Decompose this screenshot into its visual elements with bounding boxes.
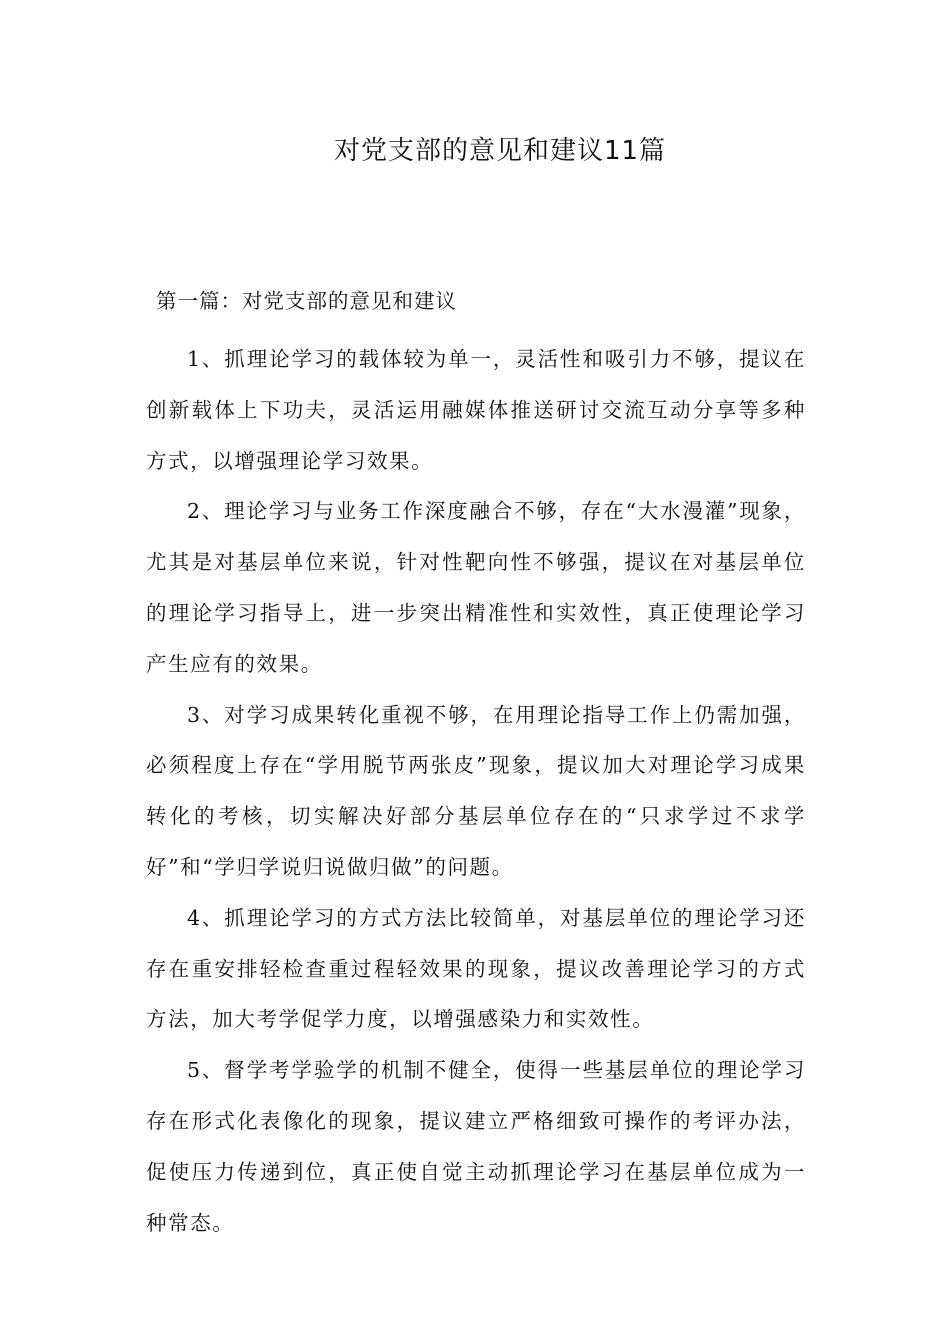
section-heading: 第一篇：对党支部的意见和建议 (156, 289, 457, 313)
document-title: 对党支部的意见和建议11篇 (333, 136, 667, 166)
paragraph-3: 3、对学习成果转化重视不够，在用理论指导工作上仍需加强，必须程度上存在“学用脱节两张皮”现象，提议加大对理论学习成果转化的考核，切实解决好部分基层单位存在的“只求学过不求学好”和“学归学说归说做归做”的问题。 (146, 702, 806, 879)
paragraph-5: 5、督学考学验学的机制不健全，使得一些基层单位的理论学习存在形式化表像化的现象，提议建立严格细致可操作的考评办法，促使压力传递到位，真正使自觉主动抓理论学习在基层单位成为一种常态。 (146, 1058, 806, 1235)
paragraph-2: 2、理论学习与业务工作深度融合不够，存在“大水漫灌”现象，尤其是对基层单位来说，针对性靶向性不够强，提议在对基层单位的理论学习指导上，进一步突出精准性和实效性，真正使理论学习产生应有的效果。 (146, 499, 806, 676)
paragraph-4: 4、抓理论学习的方式方法比较简单，对基层单位的理论学习还存在重安排轻检查重过程轻效果的现象，提议改善理论学习的方式方法，加大考学促学力度，以增强感染力和实效性。 (146, 905, 806, 1032)
document-body (146, 334, 806, 1248)
paragraph-1: 1、抓理论学习的载体较为单一，灵活性和吸引力不够，提议在创新载体上下功夫，灵活运用融媒体推送研讨交流互动分享等多种方式，以增强理论学习效果。 (146, 347, 806, 473)
